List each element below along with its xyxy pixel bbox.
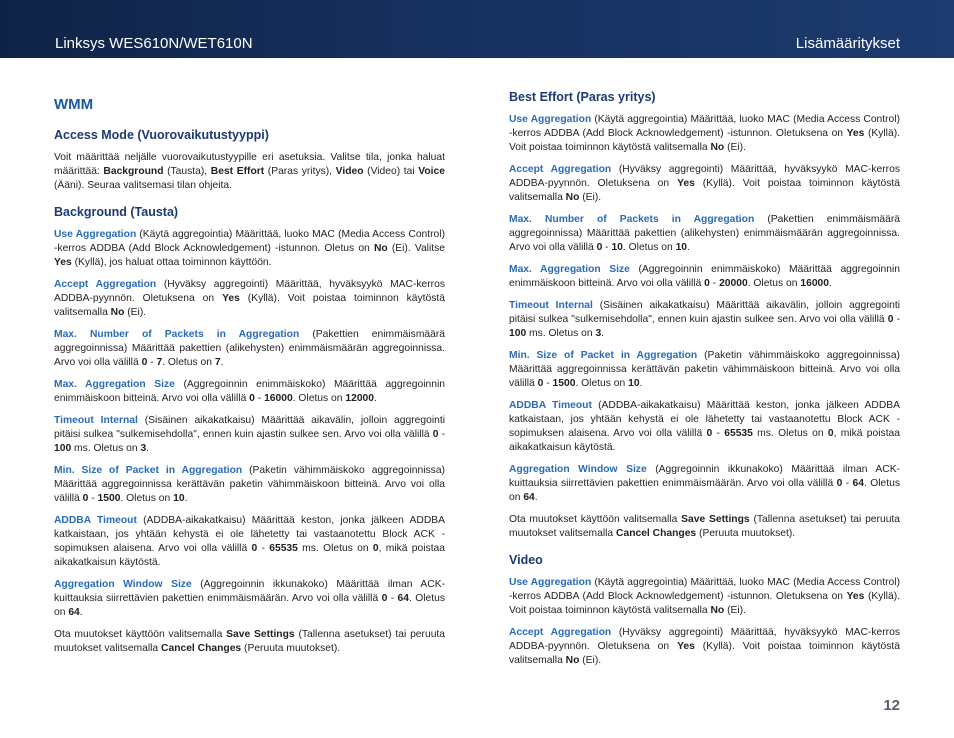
bg-addba-timeout: ADDBA Timeout (ADDBA-aikakatkaisu) Määrittää keston, jonka jälkeen ADDBA katkaistaan, jos yhtään kehystä ei ole lähetetty tai vastaanotettu Block ACK -sopimuksen alaisena. Arvo voi olla välillä 0 - 65535 ms. Oletus on 0, mikä poistaa aikakatkaisun käytöstä. (54, 515, 446, 568)
product-name: Linksys WES610N/WET610N (55, 35, 253, 52)
bg-max-aggregation-size: Max. Aggregation Size (Aggregoinnin enimmäiskoko) Määrittää aggregoinnin enimmäiskoon bitteinä. Arvo voi olla välillä 0 - 16000. Oletus on 12000. (54, 379, 445, 404)
left-column (54, 90, 445, 664)
wmm-heading: WMM (54, 96, 94, 113)
access-mode-heading: Access Mode (Vuorovaikutustyyppi) (54, 128, 269, 142)
page-number: 12 (883, 697, 900, 714)
bg-min-packet-size: Min. Size of Packet in Aggregation (Paketin vähimmäiskoko aggregoinnissa) Määrittää aggregoinnissa kerättävän paketin vähimmäiskoon bitteinä. Arvo voi olla välillä 0 - 1500. Oletus on 10. (54, 465, 445, 504)
be-max-aggregation-size: Max. Aggregation Size (Aggregoinnin enimmäiskoko) Määrittää aggregoinnin enimmäiskoon bitteinä. Arvo voi olla välillä 0 - 20000. Oletus on 16000. (509, 264, 900, 289)
be-min-packet-size: Min. Size of Packet in Aggregation (Paketin vähimmäiskoko aggregoinnissa) Määrittää aggregoinnissa kerättävän paketin vähimmäiskoon bitteinä. Arvo voi olla välillä 0 - 1500. Oletus on 10. (509, 350, 900, 389)
bg-save-instructions: Ota muutokset käyttöön valitsemalla Save Settings (Tallenna asetukset) tai peruuta muutokset valitsemalla Cancel Changes (Peruuta muutokset). (54, 629, 446, 654)
be-use-aggregation: Use Aggregation (Käytä aggregointia) Määrittää, luoko MAC (Media Access Control) -kerros ADDBA (Add Block Acknowledgement) -istunnon. Oletuksena on Yes (Kyllä). Voit poistaa toiminnon käytöstä valitsemalla No (Ei). (509, 114, 901, 153)
bg-max-packets: Max. Number of Packets in Aggregation (Pakettien enimmäismäärä aggregoinnissa) Määrittää pakettien (alikehysten) enimmäismäärän aggregoinnissa. Arvo voi olla välillä 0 - 7. Oletus on 7. (54, 329, 446, 368)
be-save-instructions: Ota muutokset käyttöön valitsemalla Save Settings (Tallenna asetukset) tai peruuta muutokset valitsemalla Cancel Changes (Peruuta muutokset). (509, 514, 901, 539)
bg-use-aggregation: Use Aggregation (Käytä aggregointia) Määrittää, luoko MAC (Media Access Control) -kerros ADDBA (Add Block Acknowledgement) -istunnon. Oletus on No (Ei). Valitse Yes (Kyllä), jos haluat ottaa toiminnon käyttöön. (54, 229, 446, 268)
be-timeout-internal: Timeout Internal (Sisäinen aikakatkaisu) Määrittää aikavälin, jolloin aggregointi pitäisi sulkea "sulkemisehdolla", ennen kuin ajastin sulkee sen. Arvo voi olla välillä 0 - 100 ms. Oletus on 3. (509, 300, 900, 339)
page-header (0, 0, 954, 58)
be-aggregation-window-size: Aggregation Window Size (Aggregoinnin ikkunakoko) Määrittää ilman ACK-kuittauksia siirrettävien pakettien enimmäismäärän. Arvo voi olla välillä 0 - 64. Oletus on 64. (509, 464, 901, 503)
bg-accept-aggregation: Accept Aggregation (Hyväksy aggregointi) Määrittää, hyväksyykö MAC-kerros ADDBA-pyynnön. Oletuksena on Yes (Kyllä). Voit poistaa toiminnon käytöstä valitsemalla No (Ei). (54, 279, 445, 318)
section-name: Lisämääritykset (795, 35, 900, 52)
video-heading: Video (509, 553, 543, 567)
video-use-aggregation: Use Aggregation (Käytä aggregointia) Määrittää, luoko MAC (Media Access Control) -kerros ADDBA (Add Block Acknowledgement) -istunnon. Oletuksena on Yes (Kyllä). Voit poistaa toiminnon käytöstä valitsemalla No (Ei). (509, 577, 901, 616)
background-heading: Background (Tausta) (54, 205, 179, 219)
video-accept-aggregation: Accept Aggregation (Hyväksy aggregointi) Määrittää, hyväksyykö MAC-kerros ADDBA-pyynnön. Oletuksena on Yes (Kyllä). Voit poistaa toiminnon käytöstä valitsemalla No (Ei). (509, 627, 900, 666)
be-max-packets: Max. Number of Packets in Aggregation (Pakettien enimmäismäärä aggregoinnissa) Määrittää pakettien (alikehysten) enimmäismäärän aggregoinnissa. Arvo voi olla välillä 0 - 10. Oletus on 10. (509, 214, 901, 253)
best-effort-heading: Best Effort (Paras yritys) (509, 90, 656, 104)
access-mode-paragraph: Voit määrittää neljälle vuorovaikutustyypille eri asetuksia. Valitse tila, jonka haluat määrittää: Background (Tausta), Best Effort (Paras yritys), Video (Video) tai Voice (Ääni). Seuraa valitsemasi tilan ohjeita. (54, 152, 445, 191)
bg-timeout-internal: Timeout Internal (Sisäinen aikakatkaisu) Määrittää aikavälin, jolloin aggregointi pitäisi sulkea "sulkemisehdolla", ennen kuin ajastin sulkee sen. Arvo voi olla välillä 0 - 100 ms. Oletus on 3. (54, 415, 445, 454)
bg-aggregation-window-size: Aggregation Window Size (Aggregoinnin ikkunakoko) Määrittää ilman ACK-kuittauksia siirrettävien pakettien enimmäismäärän. Arvo voi olla välillä 0 - 64. Oletus on 64. (54, 579, 446, 618)
be-addba-timeout: ADDBA Timeout (ADDBA-aikakatkaisu) Määrittää keston, jonka jälkeen ADDBA katkaistaan, jos yhtään kehystä ei ole lähetetty tai vastaanotettu Block ACK -sopimuksen alaisena. Arvo voi olla välillä 0 - 65535 ms. Oletus on 0, mikä poistaa aikakatkaisun käytöstä. (509, 400, 901, 453)
right-column (509, 90, 900, 676)
be-accept-aggregation: Accept Aggregation (Hyväksy aggregointi) Määrittää, hyväksyykö MAC-kerros ADDBA-pyynnön. Oletuksena on Yes (Kyllä). Voit poistaa toiminnon käytöstä valitsemalla No (Ei). (509, 164, 900, 203)
